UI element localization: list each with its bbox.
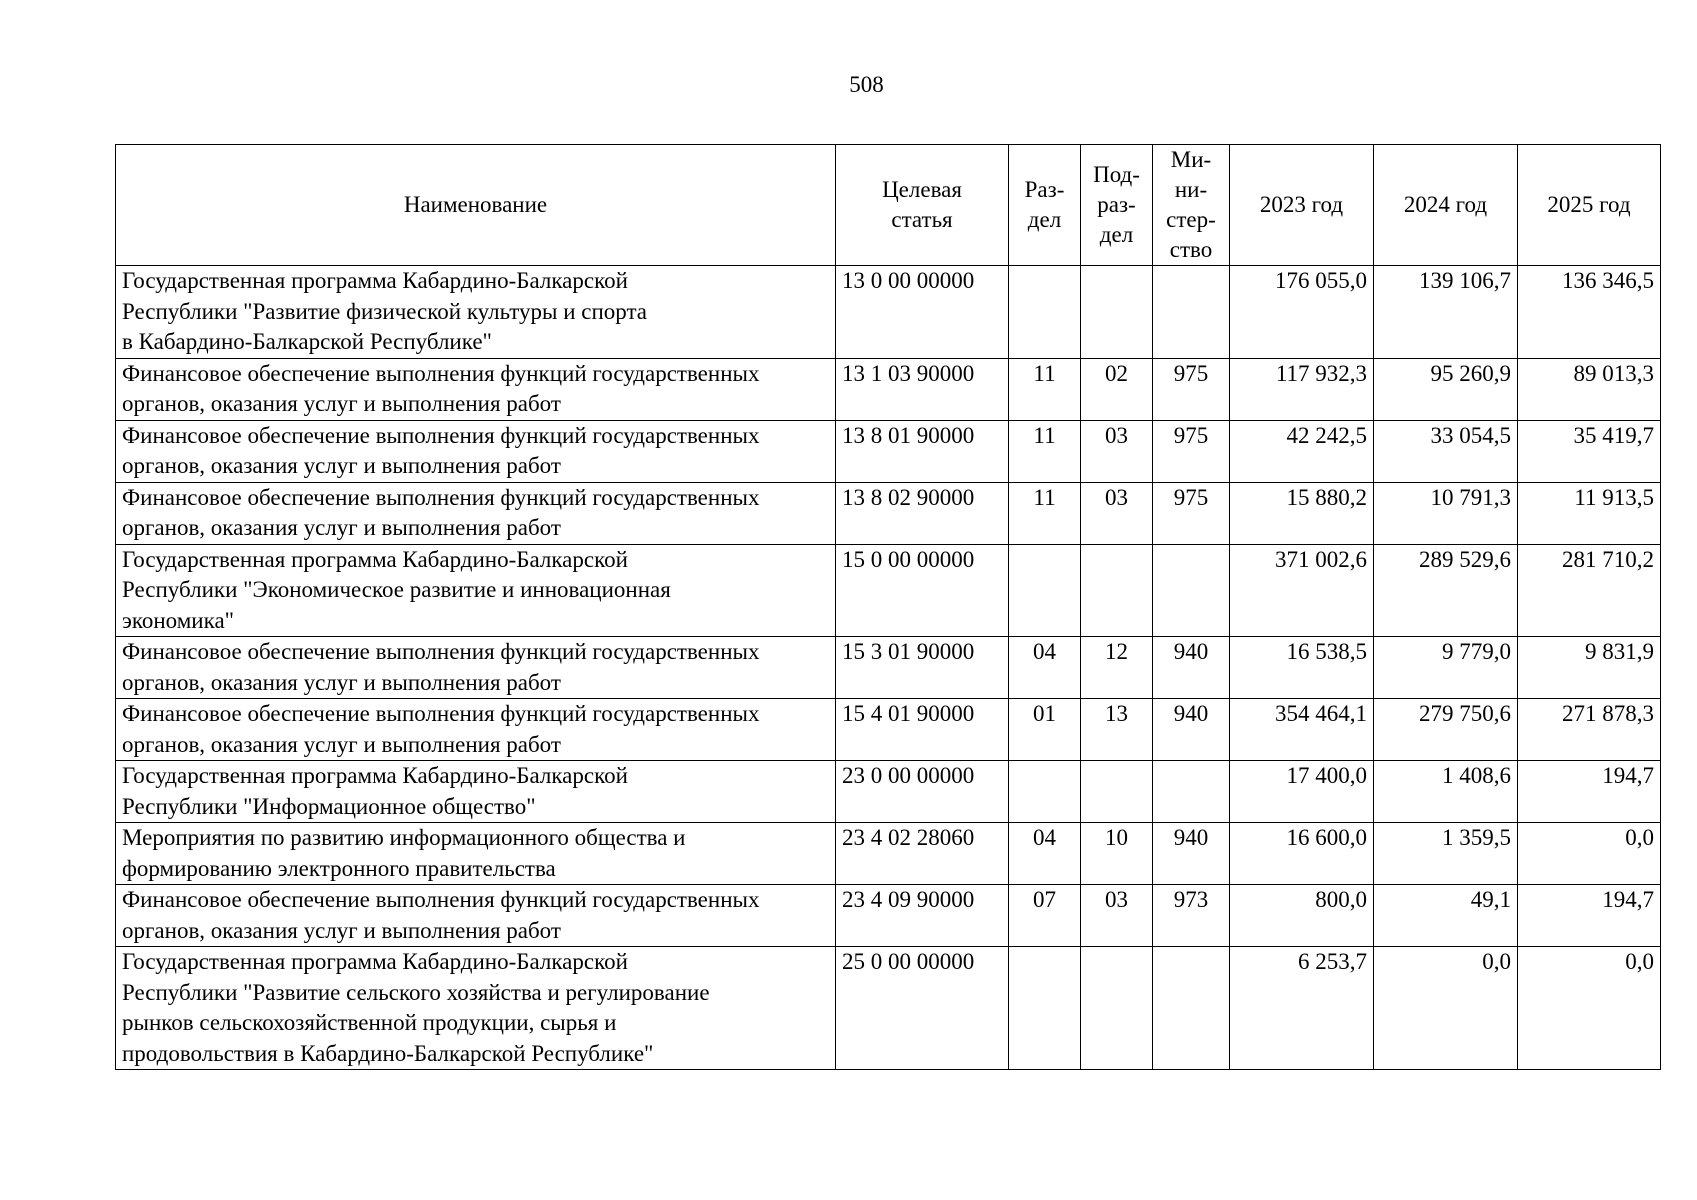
cell-target-article: 15 3 01 90000: [836, 637, 1009, 699]
cell-target-article: 15 4 01 90000: [836, 699, 1009, 761]
cell-name: Финансовое обеспечение выполнения функций государственных органов, оказания услуг и выполнения работ: [116, 420, 836, 482]
cell-2023: 16 600,0: [1230, 823, 1374, 885]
cell-subsection: [1081, 544, 1153, 637]
cell-ministry: [1153, 947, 1230, 1070]
cell-name: Государственная программа Кабардино-Балкарской Республики "Экономическое развитие и инновационная экономика": [116, 544, 836, 637]
cell-target-article: 13 1 03 90000: [836, 358, 1009, 420]
cell-name: Финансовое обеспечение выполнения функций государственных органов, оказания услуг и выполнения работ: [116, 358, 836, 420]
cell-2025: 89 013,3: [1518, 358, 1661, 420]
cell-2023: 176 055,0: [1230, 266, 1374, 359]
cell-name: Государственная программа Кабардино-Балкарской Республики "Развитие физической культуры и спорта в Кабардино-Балкарской Республике": [116, 266, 836, 359]
budget-table: [115, 144, 1661, 1070]
cell-2023: 354 464,1: [1230, 699, 1374, 761]
cell-section: [1009, 266, 1081, 359]
table-row: [116, 637, 1661, 699]
cell-target-article: 15 0 00 00000: [836, 544, 1009, 637]
cell-section: 04: [1009, 637, 1081, 699]
cell-target-article: 13 8 01 90000: [836, 420, 1009, 482]
cell-2024: 1 408,6: [1374, 761, 1518, 823]
cell-ministry: 975: [1153, 420, 1230, 482]
table-row: [116, 266, 1661, 359]
cell-2025: 0,0: [1518, 823, 1661, 885]
table-row: [116, 947, 1661, 1070]
cell-ministry: 975: [1153, 482, 1230, 544]
cell-section: 07: [1009, 885, 1081, 947]
cell-ministry: 973: [1153, 885, 1230, 947]
table-row: [116, 823, 1661, 885]
cell-target-article: 23 0 00 00000: [836, 761, 1009, 823]
cell-subsection: 13: [1081, 699, 1153, 761]
cell-ministry: 940: [1153, 823, 1230, 885]
table-header-row: [116, 145, 1661, 266]
cell-2024: 10 791,3: [1374, 482, 1518, 544]
cell-ministry: 975: [1153, 358, 1230, 420]
cell-section: [1009, 947, 1081, 1070]
cell-2023: 800,0: [1230, 885, 1374, 947]
table-row: [116, 761, 1661, 823]
header-section: Раз- дел: [1009, 145, 1081, 266]
cell-ministry: 940: [1153, 699, 1230, 761]
cell-name: Финансовое обеспечение выполнения функций государственных органов, оказания услуг и выполнения работ: [116, 482, 836, 544]
cell-2024: 49,1: [1374, 885, 1518, 947]
cell-subsection: 03: [1081, 420, 1153, 482]
cell-subsection: 03: [1081, 885, 1153, 947]
cell-2023: 17 400,0: [1230, 761, 1374, 823]
cell-2024: 95 260,9: [1374, 358, 1518, 420]
cell-2024: 1 359,5: [1374, 823, 1518, 885]
header-target-article: Целевая статья: [836, 145, 1009, 266]
cell-section: [1009, 544, 1081, 637]
cell-name: Финансовое обеспечение выполнения функций государственных органов, оказания услуг и выполнения работ: [116, 885, 836, 947]
cell-2023: 371 002,6: [1230, 544, 1374, 637]
cell-section: [1009, 761, 1081, 823]
cell-subsection: [1081, 761, 1153, 823]
table-row: [116, 885, 1661, 947]
cell-subsection: 12: [1081, 637, 1153, 699]
header-name: Наименование: [116, 145, 836, 266]
cell-target-article: 13 0 00 00000: [836, 266, 1009, 359]
cell-section: 11: [1009, 420, 1081, 482]
cell-subsection: [1081, 266, 1153, 359]
cell-2025: 9 831,9: [1518, 637, 1661, 699]
cell-2024: 279 750,6: [1374, 699, 1518, 761]
cell-2023: 117 932,3: [1230, 358, 1374, 420]
cell-ministry: [1153, 544, 1230, 637]
cell-2025: 281 710,2: [1518, 544, 1661, 637]
cell-2025: 136 346,5: [1518, 266, 1661, 359]
cell-2024: 289 529,6: [1374, 544, 1518, 637]
cell-2023: 15 880,2: [1230, 482, 1374, 544]
header-2023: 2023 год: [1230, 145, 1374, 266]
cell-2025: 11 913,5: [1518, 482, 1661, 544]
header-ministry: Ми- ни- стер- ство: [1153, 145, 1230, 266]
cell-target-article: 23 4 02 28060: [836, 823, 1009, 885]
cell-name: Государственная программа Кабардино-Балкарской Республики "Развитие сельского хозяйства и регулирование рынков сельскохозяйственной продукции, сырья и продовольствия в Кабардино-Балкарской Республике": [116, 947, 836, 1070]
header-2024: 2024 год: [1374, 145, 1518, 266]
cell-name: Финансовое обеспечение выполнения функций государственных органов, оказания услуг и выполнения работ: [116, 699, 836, 761]
table-row: [116, 420, 1661, 482]
cell-section: 01: [1009, 699, 1081, 761]
cell-2024: 0,0: [1374, 947, 1518, 1070]
cell-ministry: [1153, 266, 1230, 359]
table-row: [116, 699, 1661, 761]
header-subsection: Под- раз- дел: [1081, 145, 1153, 266]
cell-2025: 194,7: [1518, 761, 1661, 823]
cell-target-article: 23 4 09 90000: [836, 885, 1009, 947]
cell-2025: 35 419,7: [1518, 420, 1661, 482]
cell-ministry: 940: [1153, 637, 1230, 699]
cell-2023: 42 242,5: [1230, 420, 1374, 482]
cell-section: 04: [1009, 823, 1081, 885]
cell-target-article: 13 8 02 90000: [836, 482, 1009, 544]
page-number: 508: [849, 72, 884, 97]
cell-2024: 139 106,7: [1374, 266, 1518, 359]
cell-subsection: 10: [1081, 823, 1153, 885]
table-row: [116, 544, 1661, 637]
cell-2025: 271 878,3: [1518, 699, 1661, 761]
cell-subsection: 02: [1081, 358, 1153, 420]
cell-name: Мероприятия по развитию информационного общества и формированию электронного правительства: [116, 823, 836, 885]
cell-2023: 6 253,7: [1230, 947, 1374, 1070]
cell-subsection: [1081, 947, 1153, 1070]
cell-2023: 16 538,5: [1230, 637, 1374, 699]
cell-target-article: 25 0 00 00000: [836, 947, 1009, 1070]
table-row: [116, 482, 1661, 544]
cell-section: 11: [1009, 482, 1081, 544]
cell-subsection: 03: [1081, 482, 1153, 544]
cell-section: 11: [1009, 358, 1081, 420]
cell-2025: 0,0: [1518, 947, 1661, 1070]
cell-ministry: [1153, 761, 1230, 823]
cell-name: Государственная программа Кабардино-Балкарской Республики "Информационное общество": [116, 761, 836, 823]
cell-2025: 194,7: [1518, 885, 1661, 947]
cell-2024: 33 054,5: [1374, 420, 1518, 482]
cell-name: Финансовое обеспечение выполнения функций государственных органов, оказания услуг и выполнения работ: [116, 637, 836, 699]
cell-2024: 9 779,0: [1374, 637, 1518, 699]
table-row: [116, 358, 1661, 420]
table-body: [116, 266, 1661, 1070]
header-2025: 2025 год: [1518, 145, 1661, 266]
